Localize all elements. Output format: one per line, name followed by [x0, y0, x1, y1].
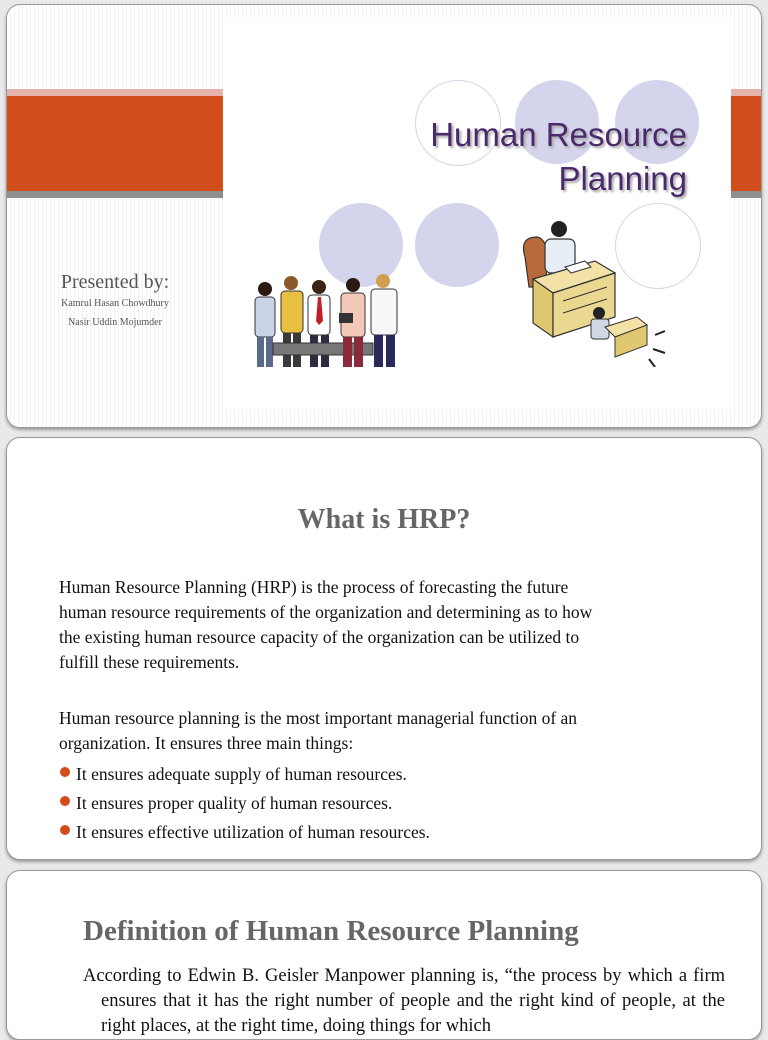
- paragraph-line: human resource requirements of the organization and determining as to how: [59, 602, 593, 622]
- bullet-list: [59, 760, 430, 847]
- desk-worker-illustration: [519, 217, 679, 367]
- bullet-icon: [60, 796, 70, 806]
- title-line-2: Planning: [558, 160, 687, 197]
- importance-paragraph: [59, 706, 699, 756]
- presented-by-label: Presented by:: [60, 271, 170, 293]
- author-name: Nasir Uddin Mojumder: [68, 317, 162, 328]
- paragraph-line: Human resource planning is the most important managerial function of an: [59, 708, 578, 728]
- slide-title: [430, 113, 687, 201]
- quote-text: According to Edwin B. Geisler Manpower planning is, “the process by which a firm ensures that it has the right number of people and the right kind of people, at the right places, at the right time, doing things for which: [83, 966, 725, 1036]
- list-item: [59, 789, 430, 818]
- title-slide: [6, 4, 762, 428]
- paragraph-line: the existing human resource capacity of the organization can be utilized to: [59, 627, 580, 647]
- title-line-1: Human Resource: [430, 116, 687, 153]
- what-is-hrp-slide: [6, 437, 762, 860]
- bullet-icon: [60, 825, 70, 835]
- slide-heading: Definition of Human Resource Planning: [83, 915, 579, 947]
- list-item: [59, 818, 430, 847]
- author-name: Kamrul Hasan Chowdhury: [61, 298, 169, 309]
- list-item: [59, 760, 430, 789]
- slide-heading: What is HRP?: [297, 504, 471, 535]
- title-panel: [223, 17, 731, 409]
- definition-paragraph: [59, 575, 699, 675]
- bullet-text: It ensures proper quality of human resources.: [76, 793, 393, 813]
- bullet-icon: [60, 767, 70, 777]
- team-people-illustration: [243, 269, 415, 373]
- paragraph-line: organization. It ensures three main things:: [59, 733, 354, 753]
- definition-quote: [83, 964, 725, 1039]
- paragraph-line: Human Resource Planning (HRP) is the process of forecasting the future: [59, 577, 569, 597]
- bullet-text: It ensures adequate supply of human resources.: [76, 764, 407, 784]
- paragraph-line: fulfill these requirements.: [59, 652, 240, 672]
- decor-circle: [415, 203, 499, 287]
- definition-slide: [6, 870, 762, 1040]
- bullet-text: It ensures effective utilization of human resources.: [76, 822, 430, 842]
